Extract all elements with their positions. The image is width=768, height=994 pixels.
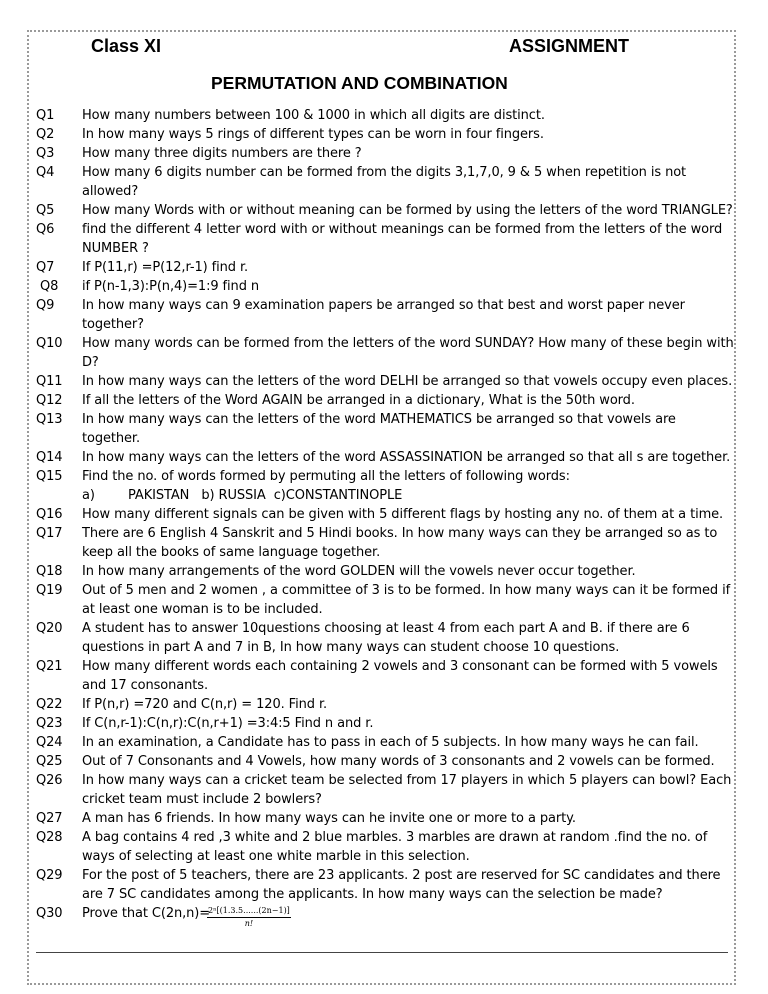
question-line: at least one woman is to be included. <box>82 602 323 617</box>
question-number: Q10 <box>36 336 63 351</box>
page-title: PERMUTATION AND COMBINATION <box>211 73 508 93</box>
question-item <box>36 163 736 201</box>
question-line: and 17 consonants. <box>82 678 208 693</box>
question-number: Q13 <box>36 412 63 427</box>
question-text <box>82 828 736 866</box>
question-number: Q5 <box>36 203 55 218</box>
question-text <box>82 391 736 410</box>
question-line: How many different signals can be given with 5 different flags by hosting any no. of them at a time. <box>82 507 724 522</box>
question-item <box>36 334 736 372</box>
question-item <box>36 258 736 277</box>
question-item <box>36 296 736 334</box>
question-text <box>82 410 736 448</box>
question-line: In how many ways 5 rings of different types can be worn in four fingers. <box>82 127 544 142</box>
question-number: Q17 <box>36 526 63 541</box>
question-line: If P(11,r) =P(12,r-1) find r. <box>82 260 249 275</box>
bottom-rule <box>36 952 728 953</box>
question-item <box>36 657 736 695</box>
question-item <box>36 695 736 714</box>
question-text <box>82 163 736 201</box>
question-item <box>36 619 736 657</box>
option-text: PAKISTAN b) RUSSIA c)CONSTANTINOPLE <box>128 488 403 503</box>
question-number: Q19 <box>36 583 63 598</box>
question-line: A bag contains 4 red ,3 white and 2 blue marbles. 3 marbles are drawn at random .find the no. of <box>82 830 708 845</box>
question-line: Prove that C(2n,n)= <box>82 906 211 921</box>
question-line: if P(n-1,3):P(n,4)=1:9 find n <box>82 279 260 294</box>
question-number: Q9 <box>36 298 55 313</box>
question-line: NUMBER ? <box>82 241 149 256</box>
question-text <box>82 201 736 220</box>
question-line: In how many arrangements of the word GOLDEN will the vowels never occur together. <box>82 564 636 579</box>
question-number: Q21 <box>36 659 63 674</box>
formula-denominator: n! <box>244 919 254 928</box>
question-text <box>82 581 736 619</box>
question-line: How many different words each containing 2 vowels and 3 consonant can be formed with 5 vowels <box>82 659 718 674</box>
question-number: Q22 <box>36 697 63 712</box>
assignment-label: ASSIGNMENT <box>509 36 630 56</box>
question-item <box>36 220 736 258</box>
question-item <box>36 505 736 524</box>
question-number: Q16 <box>36 507 63 522</box>
question-line: In how many ways can 9 examination papers be arranged so that best and worst paper never <box>82 298 685 313</box>
question-number: Q30 <box>36 906 63 921</box>
question-item <box>36 733 736 752</box>
question-number: Q20 <box>36 621 63 636</box>
question-list <box>36 106 736 923</box>
question-text <box>82 562 736 581</box>
question-item <box>36 391 736 410</box>
question-line: keep all the books of same language together. <box>82 545 381 560</box>
question-number: Q8 <box>40 279 59 294</box>
question-item <box>36 714 736 733</box>
option-label: a) <box>82 488 95 503</box>
question-text <box>82 220 736 258</box>
question-line: In how many ways can the letters of the word ASSASSINATION be arranged so that all s are together. <box>82 450 731 465</box>
question-item <box>36 752 736 771</box>
question-number: Q6 <box>36 222 55 237</box>
question-item <box>36 125 736 144</box>
question-text <box>82 144 736 163</box>
question-text <box>82 866 736 904</box>
question-line: D? <box>82 355 99 370</box>
question-number: Q18 <box>36 564 63 579</box>
question-text <box>82 258 736 277</box>
question-line: Out of 5 men and 2 women , a committee of 3 is to be formed. In how many ways can it be formed if <box>82 583 731 598</box>
question-line: If C(n,r-1):C(n,r):C(n,r+1) =3:4:5 Find n and r. <box>82 716 374 731</box>
question-text <box>82 752 736 771</box>
question-line: together. <box>82 431 141 446</box>
question-line: How many Words with or without meaning can be formed by using the letters of the word TRIANGLE? <box>82 203 733 218</box>
question-line: How many 6 digits number can be formed from the digits 3,1,7,0, 9 & 5 when repetition is not <box>82 165 687 180</box>
question-line: together? <box>82 317 144 332</box>
question-text <box>82 467 736 505</box>
question-item <box>36 809 736 828</box>
question-line: In how many ways can the letters of the word DELHI be arranged so that vowels occupy even places. <box>82 374 733 389</box>
question-text <box>82 809 736 828</box>
question-item <box>36 904 736 923</box>
question-options <box>82 486 736 505</box>
question-item <box>36 562 736 581</box>
question-line: For the post of 5 teachers, there are 23 applicants. 2 post are reserved for SC candidates and there <box>82 868 721 883</box>
question-item <box>36 866 736 904</box>
question-item <box>36 524 736 562</box>
question-number: Q27 <box>36 811 63 826</box>
question-number: Q24 <box>36 735 63 750</box>
question-line: In how many ways can the letters of the word MATHEMATICS be arranged so that vowels are <box>82 412 676 427</box>
question-number: Q3 <box>36 146 55 161</box>
question-item <box>36 771 736 809</box>
question-item <box>36 144 736 163</box>
question-line: questions in part A and 7 in B, In how many ways can student choose 10 questions. <box>82 640 620 655</box>
question-line: Find the no. of words formed by permuting all the letters of following words: <box>82 469 570 484</box>
question-text <box>82 904 736 923</box>
question-text <box>82 277 736 296</box>
question-text <box>82 125 736 144</box>
question-number: Q12 <box>36 393 63 408</box>
question-line: find the different 4 letter word with or without meanings can be formed from the letters of the word <box>82 222 723 237</box>
question-number: Q29 <box>36 868 63 883</box>
question-line: allowed? <box>82 184 139 199</box>
question-text <box>82 448 736 467</box>
question-item <box>36 410 736 448</box>
question-line: ways of selecting at least one white marble in this selection. <box>82 849 470 864</box>
question-item <box>36 467 736 505</box>
question-text <box>82 296 736 334</box>
question-number: Q14 <box>36 450 63 465</box>
question-text <box>82 695 736 714</box>
question-text <box>82 714 736 733</box>
question-line: If all the letters of the Word AGAIN be arranged in a dictionary, What is the 50th word. <box>82 393 635 408</box>
question-number: Q11 <box>36 374 63 389</box>
question-number: Q25 <box>36 754 63 769</box>
question-line: are 7 SC candidates among the applicants. In how many ways can the selection be made? <box>82 887 663 902</box>
question-item <box>36 201 736 220</box>
question-line: Out of 7 Consonants and 4 Vowels, how many words of 3 consonants and 2 vowels can be formed. <box>82 754 715 769</box>
question-line: In how many ways can a cricket team be selected from 17 players in which 5 players can bowl? Each <box>82 773 732 788</box>
question-text <box>82 524 736 562</box>
formula-numerator: 2ⁿ[(1.3.5......(2n−1)] <box>207 906 291 918</box>
question-number: Q15 <box>36 469 63 484</box>
question-line: If P(n,r) =720 and C(n,r) = 120. Find r. <box>82 697 328 712</box>
question-line: A man has 6 friends. In how many ways can he invite one or more to a party. <box>82 811 576 826</box>
question-line: How many three digits numbers are there ? <box>82 146 362 161</box>
question-line: How many words can be formed from the letters of the word SUNDAY? How many of these begin with <box>82 336 734 351</box>
question-text <box>82 334 736 372</box>
question-line: A student has to answer 10questions choosing at least 4 from each part A and B. if there are 6 <box>82 621 690 636</box>
question-line: There are 6 English 4 Sanskrit and 5 Hindi books. In how many ways can they be arranged so as to <box>82 526 718 541</box>
question-number: Q23 <box>36 716 63 731</box>
question-item <box>36 828 736 866</box>
question-text <box>82 771 736 809</box>
question-number: Q1 <box>36 108 55 123</box>
question-text <box>82 657 736 695</box>
question-text <box>82 372 736 391</box>
question-item <box>36 372 736 391</box>
question-text <box>82 619 736 657</box>
question-item <box>36 581 736 619</box>
question-number: Q4 <box>36 165 55 180</box>
question-text <box>82 505 736 524</box>
class-label: Class XI <box>91 36 162 56</box>
question-text <box>82 733 736 752</box>
question-number: Q7 <box>36 260 55 275</box>
question-item <box>36 277 736 296</box>
question-number: Q28 <box>36 830 63 845</box>
formula-fraction <box>207 906 291 929</box>
question-item <box>36 448 736 467</box>
question-number: Q2 <box>36 127 55 142</box>
question-item <box>36 106 736 125</box>
question-line: In an examination, a Candidate has to pass in each of 5 subjects. In how many ways he can fail. <box>82 735 699 750</box>
question-line: How many numbers between 100 & 1000 in which all digits are distinct. <box>82 108 545 123</box>
question-line: cricket team must include 2 bowlers? <box>82 792 322 807</box>
question-number: Q26 <box>36 773 63 788</box>
question-text <box>82 106 736 125</box>
